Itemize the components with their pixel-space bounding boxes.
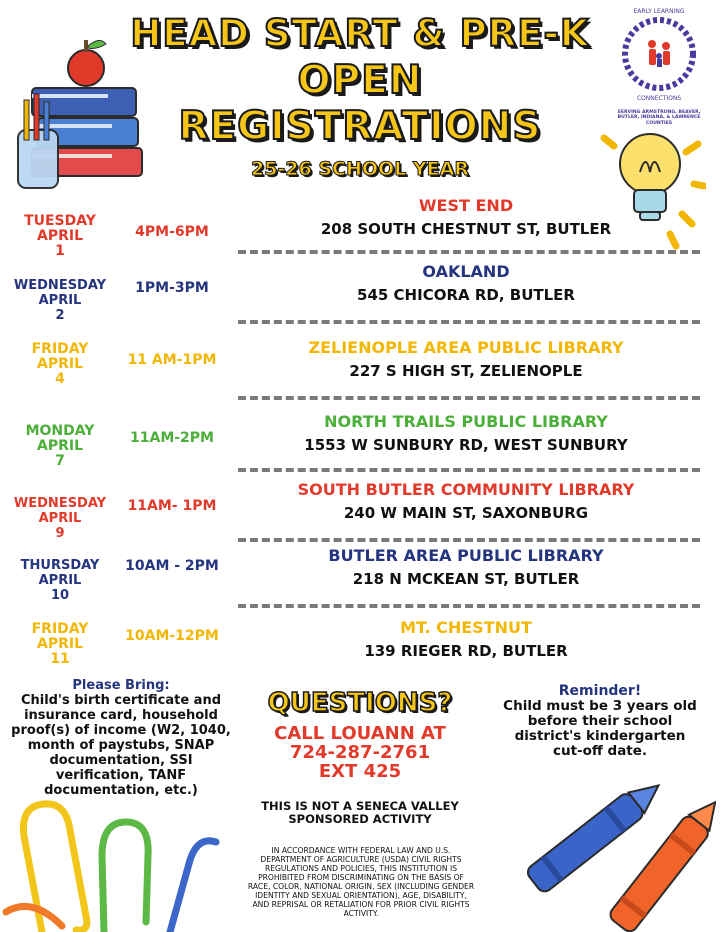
schedule-month: APRIL <box>36 356 83 372</box>
schedule-time: 10AM-12PM <box>125 628 219 644</box>
row-divider <box>238 538 700 542</box>
schedule-day-number: 4 <box>55 371 65 387</box>
please-bring-section <box>10 678 232 798</box>
schedule-day: THURSDAY <box>20 558 100 573</box>
schedule-day: FRIDAY <box>31 621 89 637</box>
reminder-title: Reminder! <box>558 683 642 699</box>
row-divider <box>238 468 700 472</box>
schedule-date <box>8 278 112 323</box>
schedule-month: APRIL <box>36 228 83 244</box>
schedule-address: 545 CHICORA RD, BUTLER <box>357 286 575 304</box>
schedule-day-number: 2 <box>55 308 65 323</box>
please-bring-title: Please Bring: <box>72 678 170 693</box>
schedule-month: APRIL <box>38 511 82 526</box>
schedule-date <box>8 622 112 667</box>
schedule-row <box>0 196 720 266</box>
schedule-day-number: 10 <box>50 588 70 603</box>
logo-tagline: SERVING ARMSTRONG, BEAVER, BUTLER, INDIANA, & LAWRENCE COUNTIES <box>617 110 701 126</box>
schedule-address: 240 W MAIN ST, SAXONBURG <box>343 504 589 522</box>
schedule-address: 208 SOUTH CHESTNUT ST, BUTLER <box>320 220 612 238</box>
schedule-date <box>8 558 112 603</box>
please-bring-text: Child's birth certificate and insurance card, household proof(s) of income (W2, 1040, month of paystubs, SNAP documentation, SSI verification, TANF documentation, etc.) <box>11 693 231 798</box>
schedule-address: 139 RIEGER RD, BUTLER <box>364 642 568 660</box>
sponsorship-disclaimer: THIS IS NOT A SENECA VALLEY SPONSORED ACTIVITY <box>261 799 459 826</box>
schedule-time: 11 AM-1PM <box>127 352 217 368</box>
phone-extension: EXT 425 <box>318 761 402 782</box>
schedule-date <box>8 342 112 387</box>
title-line-2: OPEN <box>297 58 423 103</box>
title-line-1: HEAD START & PRE-K <box>130 12 590 55</box>
schedule-date <box>8 424 112 469</box>
schedule-month: APRIL <box>36 438 83 454</box>
schedule-location: WEST END <box>418 196 514 215</box>
schedule-location: ZELIENOPLE AREA PUBLIC LIBRARY <box>308 338 624 357</box>
schedule-day: WEDNESDAY <box>13 278 107 293</box>
row-divider <box>238 604 700 608</box>
schedule-day-number: 11 <box>50 651 70 667</box>
schedule-day: MONDAY <box>25 423 95 439</box>
phone-number: 724-287-2761 <box>289 742 431 763</box>
questions-heading: QUESTIONS? <box>267 688 453 718</box>
contact-info <box>240 724 480 781</box>
reminder-section <box>500 684 700 759</box>
schedule-day: FRIDAY <box>31 341 89 357</box>
schedule-day: WEDNESDAY <box>13 496 107 511</box>
row-divider <box>238 250 700 254</box>
schedule-month: APRIL <box>36 636 83 652</box>
nondiscrimination-statement: IN ACCORDANCE WITH FEDERAL LAW AND U.S. DEPARTMENT OF AGRICULTURE (USDA) CIVIL RIGHTS REGULATIONS AND POLICIES, THIS INSTITUTION IS PROHIBITED FROM DISCRIMINATING ON THE BASIS OF RACE, COLOR, NATIONAL ORIGIN, SEX (INCLUDING GENDER IDENTITY AND SEXUAL ORIENTATION), AGE, DISABILITY, AND REPRISAL OR RETALIATION FOR PRIOR CIVIL RIGHTS ACTIVITY. <box>247 846 475 918</box>
schedule-address: 218 N MCKEAN ST, BUTLER <box>352 570 580 588</box>
logo-bottom-text: CONNECTIONS <box>636 95 682 102</box>
logo-top-text: EARLY LEARNING <box>633 8 685 15</box>
paper-clips-illustration <box>2 796 226 932</box>
title-line-3: REGISTRATIONS <box>178 104 542 149</box>
schedule-time: 11AM-2PM <box>130 430 214 446</box>
schedule-location: NORTH TRAILS PUBLIC LIBRARY <box>324 412 608 431</box>
row-divider <box>238 396 700 400</box>
schedule-month: APRIL <box>38 573 82 588</box>
schedule-location: MT. CHESTNUT <box>400 618 532 637</box>
schedule-day-number: 1 <box>55 243 65 259</box>
schedule-location: SOUTH BUTLER COMMUNITY LIBRARY <box>297 480 635 499</box>
schedule-location: OAKLAND <box>422 262 510 281</box>
schedule-month: APRIL <box>38 293 82 308</box>
schedule-day: TUESDAY <box>24 213 96 229</box>
row-divider <box>238 320 700 324</box>
schedule-date <box>8 496 112 541</box>
schedule-date <box>8 214 112 259</box>
schedule-address: 1553 W SUNBURY RD, WEST SUNBURY <box>304 436 628 454</box>
schedule-day-number: 9 <box>55 526 65 541</box>
schedule-day-number: 7 <box>55 453 65 469</box>
schedule-time: 4PM-6PM <box>135 224 209 240</box>
reminder-text: Child must be 3 years old before their school district's kindergarten cut-off date. <box>503 698 697 759</box>
schedule-time: 1PM-3PM <box>135 280 209 296</box>
crayons-illustration <box>512 772 716 932</box>
school-year-subtitle: 25-26 SCHOOL YEAR <box>250 158 469 180</box>
schedule-address: 227 S HIGH ST, ZELIENOPLE <box>349 362 583 380</box>
schedule-time: 11AM- 1PM <box>127 498 217 514</box>
schedule-location: BUTLER AREA PUBLIC LIBRARY <box>328 546 604 565</box>
schedule-time: 10AM - 2PM <box>125 558 219 574</box>
call-label: CALL LOUANN AT <box>274 723 446 744</box>
